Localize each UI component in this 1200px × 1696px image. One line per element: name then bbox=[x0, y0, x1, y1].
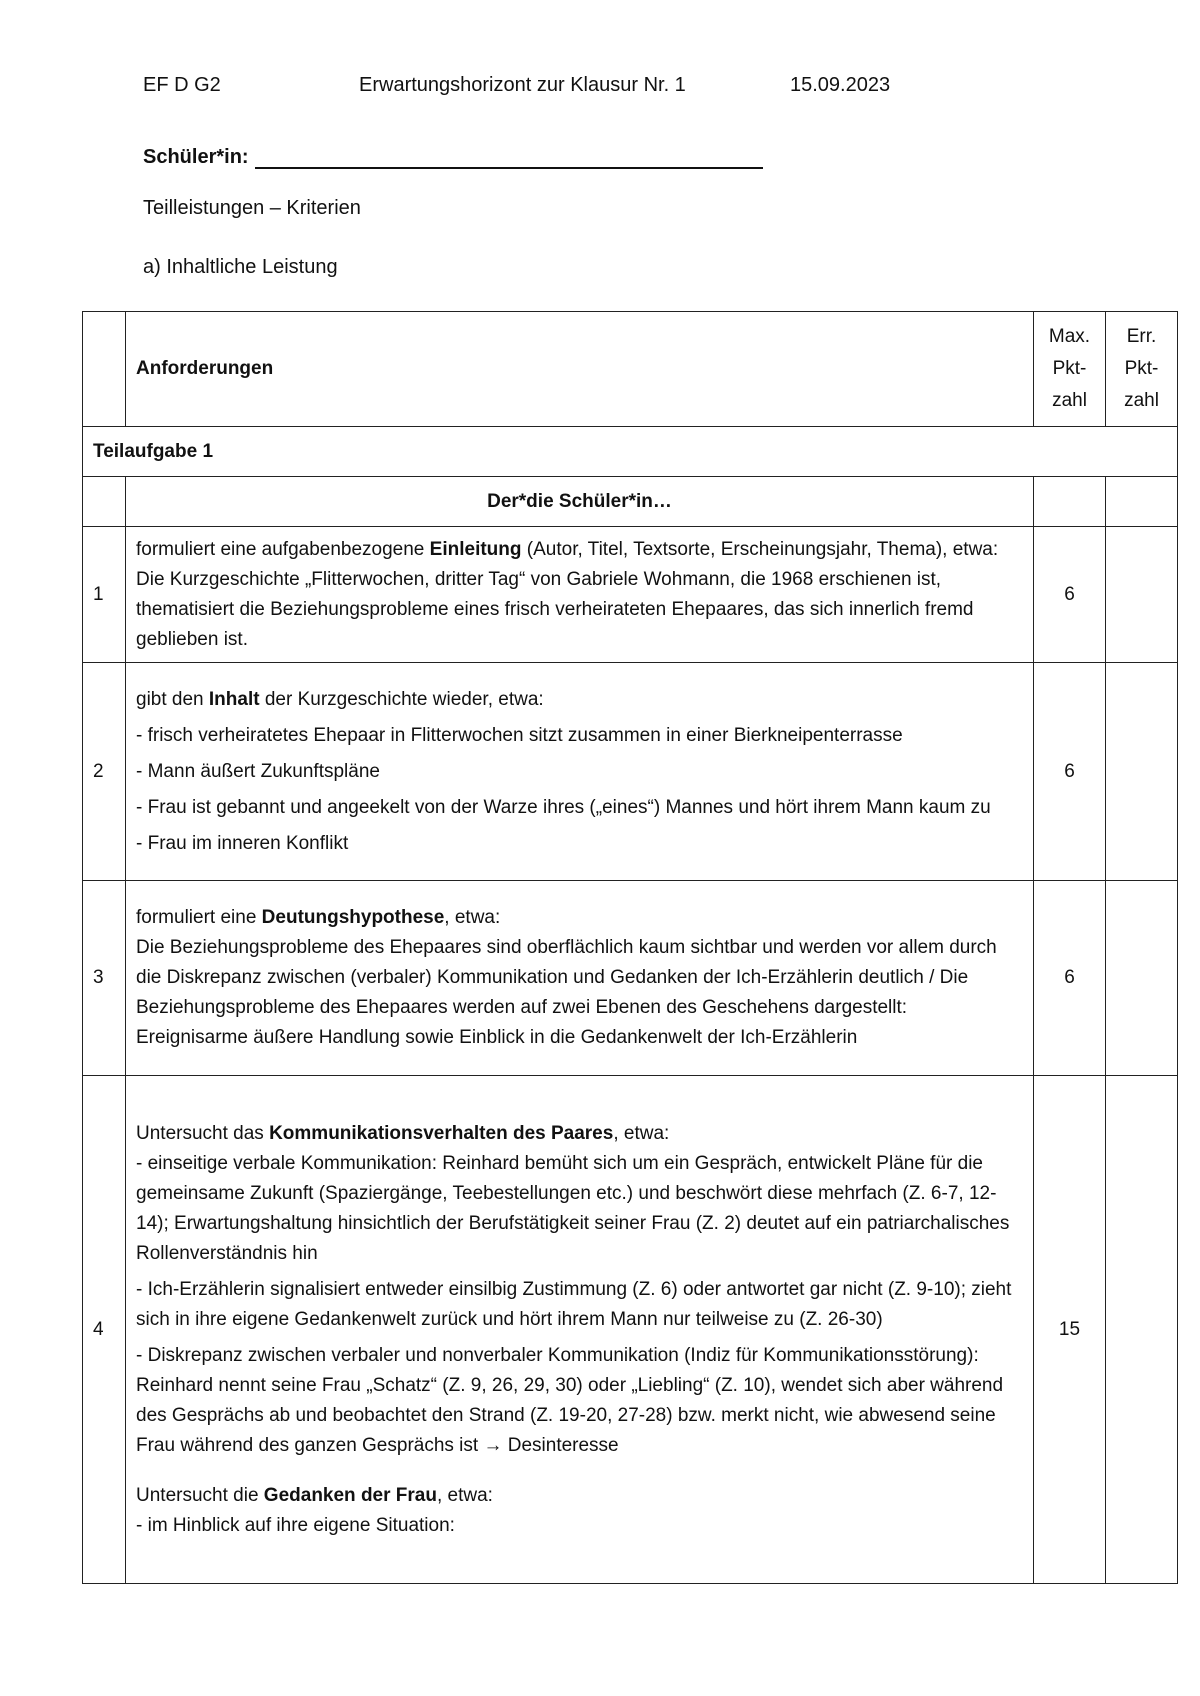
student-name-field bbox=[143, 146, 763, 169]
row-text: gibt den Inhalt der Kurzgeschichte wieder, etwa: - frisch verheiratetes Ehepaar in Flitterwochen sitzt zusammen in einer Bierkneipenterrasse - Mann äußert Zukunftspläne - Frau ist gebannt und angeekelt von der Warze ihres („eines“) Mannes und hört ihrem Mann kaum zu - Frau im inneren Konflikt bbox=[126, 663, 1034, 881]
row-achieved-points bbox=[1106, 1076, 1178, 1584]
row-number: 4 bbox=[83, 1076, 126, 1584]
row-max-points: 6 bbox=[1034, 663, 1106, 881]
intro-row bbox=[83, 477, 1178, 527]
table-row bbox=[83, 1076, 1178, 1584]
requirements-table bbox=[82, 311, 1178, 1584]
row-text: formuliert eine aufgabenbezogene Einleitung (Autor, Titel, Textsorte, Erscheinungsjahr, Thema), etwa: Die Kurzgeschichte „Flitterwochen, dritter Tag“ von Gabriele Wohmann, die 1968 erschienen ist, thematisiert die Beziehungsprobleme eines frisch verheirateten Ehepaares, das sich innerlich fremd geblieben ist. bbox=[126, 527, 1034, 663]
header-max-points: Max. Pkt- zahl bbox=[1034, 312, 1106, 427]
course-label: EF D G2 bbox=[143, 74, 221, 96]
intro-err-cell bbox=[1106, 477, 1178, 527]
subtask-label: Teilaufgabe 1 bbox=[83, 427, 1178, 477]
table-row bbox=[83, 663, 1178, 881]
student-label: Schüler*in: bbox=[143, 146, 249, 168]
row-achieved-points bbox=[1106, 881, 1178, 1076]
table-header-row bbox=[83, 312, 1178, 427]
row-max-points: 15 bbox=[1034, 1076, 1106, 1584]
row-text: formuliert eine Deutungshypothese, etwa: Die Beziehungsprobleme des Ehepaares sind oberflächlich kaum sichtbar und werden vor allem durch die Diskrepanz zwischen (verbaler) Kommunikation und Gedanken der Ich-Erzählerin deutlich / Die Beziehungsprobleme des Ehepaares werden auf zwei Ebenen des Geschehens dargestellt: Ereignisarme äußere Handlung sowie Einblick in die Gedankenwelt der Ich-Erzählerin bbox=[126, 881, 1034, 1076]
row-number: 1 bbox=[83, 527, 126, 663]
header-num-cell bbox=[83, 312, 126, 427]
section-heading: Teilleistungen – Kriterien bbox=[143, 197, 361, 219]
table-row bbox=[83, 881, 1178, 1076]
row-max-points: 6 bbox=[1034, 881, 1106, 1076]
row-achieved-points bbox=[1106, 663, 1178, 881]
student-name-line bbox=[255, 147, 763, 169]
row-number: 2 bbox=[83, 663, 126, 881]
intro-label: Der*die Schüler*in… bbox=[126, 477, 1034, 527]
intro-num-cell bbox=[83, 477, 126, 527]
row-text: Untersucht das Kommunikationsverhalten des Paares, etwa: - einseitige verbale Kommunikation: Reinhard bemüht sich um ein Gespräch, entwickelt Pläne für die gemeinsame Zukunft (Spaziergänge, Teebestellungen etc.) und beschwört diese mehrfach (Z. 6-7, 12-14); Erwartungshaltung hinsichtlich der Berufstätigkeit seiner Frau (Z. 2) deutet auf ein patriarchalisches Rollenverständnis hin - Ich-Erzählerin signalisiert entweder einsilbig Zustimmung (Z. 6) oder antwortet gar nicht (Z. 9-10); zieht sich in ihre eigene Gedankenwelt zurück und hört ihrem Mann nur teilweise zu (Z. 26-30) - Diskrepanz zwischen verbaler und nonverbaler Kommunikation (Indiz für Kommunikationsstörung): Reinhard nennt seine Frau „Schatz“ (Z. 9, 26, 29, 30) oder „Liebling“ (Z. 10), wendet sich aber während des Gesprächs ab und beobachtet den Strand (Z. 19-20, 27-28) bzw. merkt nicht, wie abwesend seine Frau während des ganzen Gesprächs ist → Desinteresse Untersucht die Gedanken der Frau, etwa: - im Hinblick auf ihre eigene Situation: bbox=[126, 1076, 1034, 1584]
row-achieved-points bbox=[1106, 527, 1178, 663]
subtask-row bbox=[83, 427, 1178, 477]
header-requirements: Anforderungen bbox=[126, 312, 1034, 427]
header-achieved-points: Err. Pkt- zahl bbox=[1106, 312, 1178, 427]
section-subheading: a) Inhaltliche Leistung bbox=[143, 256, 338, 278]
row-number: 3 bbox=[83, 881, 126, 1076]
table-row bbox=[83, 527, 1178, 663]
row-max-points: 6 bbox=[1034, 527, 1106, 663]
document-date: 15.09.2023 bbox=[790, 74, 891, 96]
document-title: Erwartungshorizont zur Klausur Nr. 1 bbox=[359, 74, 686, 96]
intro-max-cell bbox=[1034, 477, 1106, 527]
